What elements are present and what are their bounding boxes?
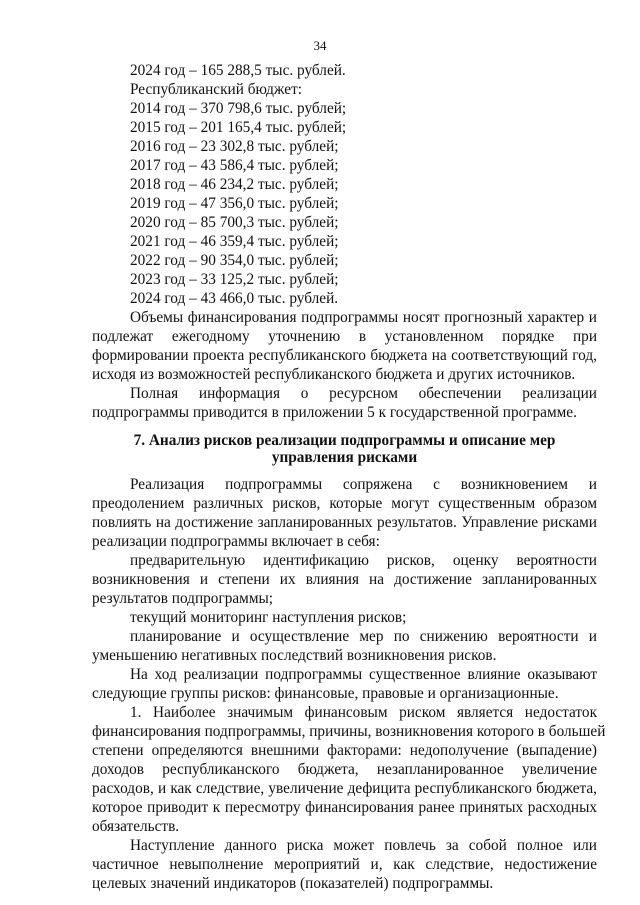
text-line: исходя из возможностей республиканского бюджета и других источников.: [92, 366, 576, 383]
section-heading: [92, 432, 597, 466]
text-line: 1. Наиболее значимым финансовым риском является недостаток: [130, 704, 597, 721]
text-line: Наступление данного риска может повлечь за собой полное или: [130, 837, 597, 854]
funding-line: 2022 год – 90 354,0 тыс. рублей;: [130, 252, 339, 269]
text-line: подпрограммы приводится в приложении 5 к государственной программе.: [92, 404, 577, 421]
text-line: возникновения и степени их влияния на достижение запланированных: [92, 571, 597, 588]
text-line: текущий мониторинг наступления рисков;: [130, 609, 407, 626]
funding-line: 2019 год – 47 356,0 тыс. рублей;: [130, 195, 339, 212]
funding-line: 2018 год – 46 234,2 тыс. рублей;: [130, 176, 339, 193]
funding-line: 2024 год – 165 288,5 тыс. рублей.: [130, 62, 346, 79]
list-item-monitoring: [92, 608, 597, 627]
paragraph-risk-groups: [92, 665, 597, 703]
funding-line: 2024 год – 43 466,0 тыс. рублей.: [130, 290, 339, 307]
text-line: частичное невыполнение мероприятий и, как следствие, недостижение: [92, 856, 597, 873]
heading-line: 7. Анализ рисков реализации подпрограммы и описание мер: [133, 432, 556, 449]
paragraph-financial-risk: [92, 703, 606, 836]
list-item-planning: [92, 627, 597, 665]
list-item-identification: [92, 551, 597, 608]
text-line: обязательств.: [92, 818, 180, 835]
text-line: целевых значений индикаторов (показателей) подпрограммы.: [92, 875, 494, 892]
paragraph-risks-intro: [92, 475, 597, 551]
text-line: Полная информация о ресурсном обеспечении реализации: [130, 385, 597, 402]
text-line: которое приводит к пересмотру финансирования ранее принятых расходных: [92, 799, 597, 816]
paragraph-forecast: [92, 308, 597, 384]
heading-line: управления рисками: [271, 449, 418, 466]
funding-subheading: Республиканский бюджет:: [130, 81, 303, 98]
text-line: доходов республиканского бюджета, незапланированное увеличение: [92, 761, 597, 778]
paragraph-info: [92, 384, 597, 422]
funding-line: 2015 год – 201 165,4 тыс. рублей;: [130, 119, 347, 136]
text-line: На ход реализации подпрограммы существенное влияние оказывают: [130, 666, 597, 683]
text-line: финансирования подпрограммы, причины, возникновения которого в большей: [92, 723, 606, 740]
text-line: реализации подпрограммы включает в себя:: [92, 533, 380, 550]
text-line: повлиять на достижение запланированных результатов. Управление рисками: [92, 514, 597, 531]
paragraph-consequence: [92, 836, 597, 893]
funding-line: 2023 год – 33 125,2 тыс. рублей;: [130, 271, 339, 288]
funding-line: 2017 год – 43 586,4 тыс. рублей;: [130, 157, 339, 174]
text-line: уменьшению негативных последствий возникновения рисков.: [92, 647, 497, 664]
text-line: предварительную идентификацию рисков, оценку вероятности: [130, 552, 597, 569]
text-line: степени определяются внешними факторами: недополучение (выпадение): [92, 742, 597, 759]
funding-line: 2016 год – 23 302,8 тыс. рублей;: [130, 138, 339, 155]
funding-list: [92, 61, 597, 308]
text-line: Объемы финансирования подпрограммы носят прогнозный характер и: [130, 309, 597, 326]
page-number: 34: [313, 38, 327, 53]
text-line: результатов подпрограммы;: [92, 590, 274, 607]
page-content: [92, 61, 606, 893]
funding-line: 2020 год – 85 700,3 тыс. рублей;: [130, 214, 339, 231]
text-line: планирование и осуществление мер по снижению вероятности и: [130, 628, 597, 645]
text-line: расходов, и как следствие, увеличение дефицита республиканского бюджета,: [92, 780, 597, 797]
funding-line: 2021 год – 46 359,4 тыс. рублей;: [130, 233, 339, 250]
text-line: Реализация подпрограммы сопряжена с возникновением и: [130, 476, 597, 493]
text-line: преодолением различных рисков, которые могут существенным образом: [92, 495, 597, 512]
text-line: следующие группы рисков: финансовые, правовые и организационные.: [92, 685, 559, 702]
funding-line: 2014 год – 370 798,6 тыс. рублей;: [130, 100, 347, 117]
text-line: формировании проекта республиканского бюджета на соответствующий год,: [92, 347, 597, 364]
text-line: подлежат ежегодному уточнению в установленном порядке при: [92, 328, 597, 345]
